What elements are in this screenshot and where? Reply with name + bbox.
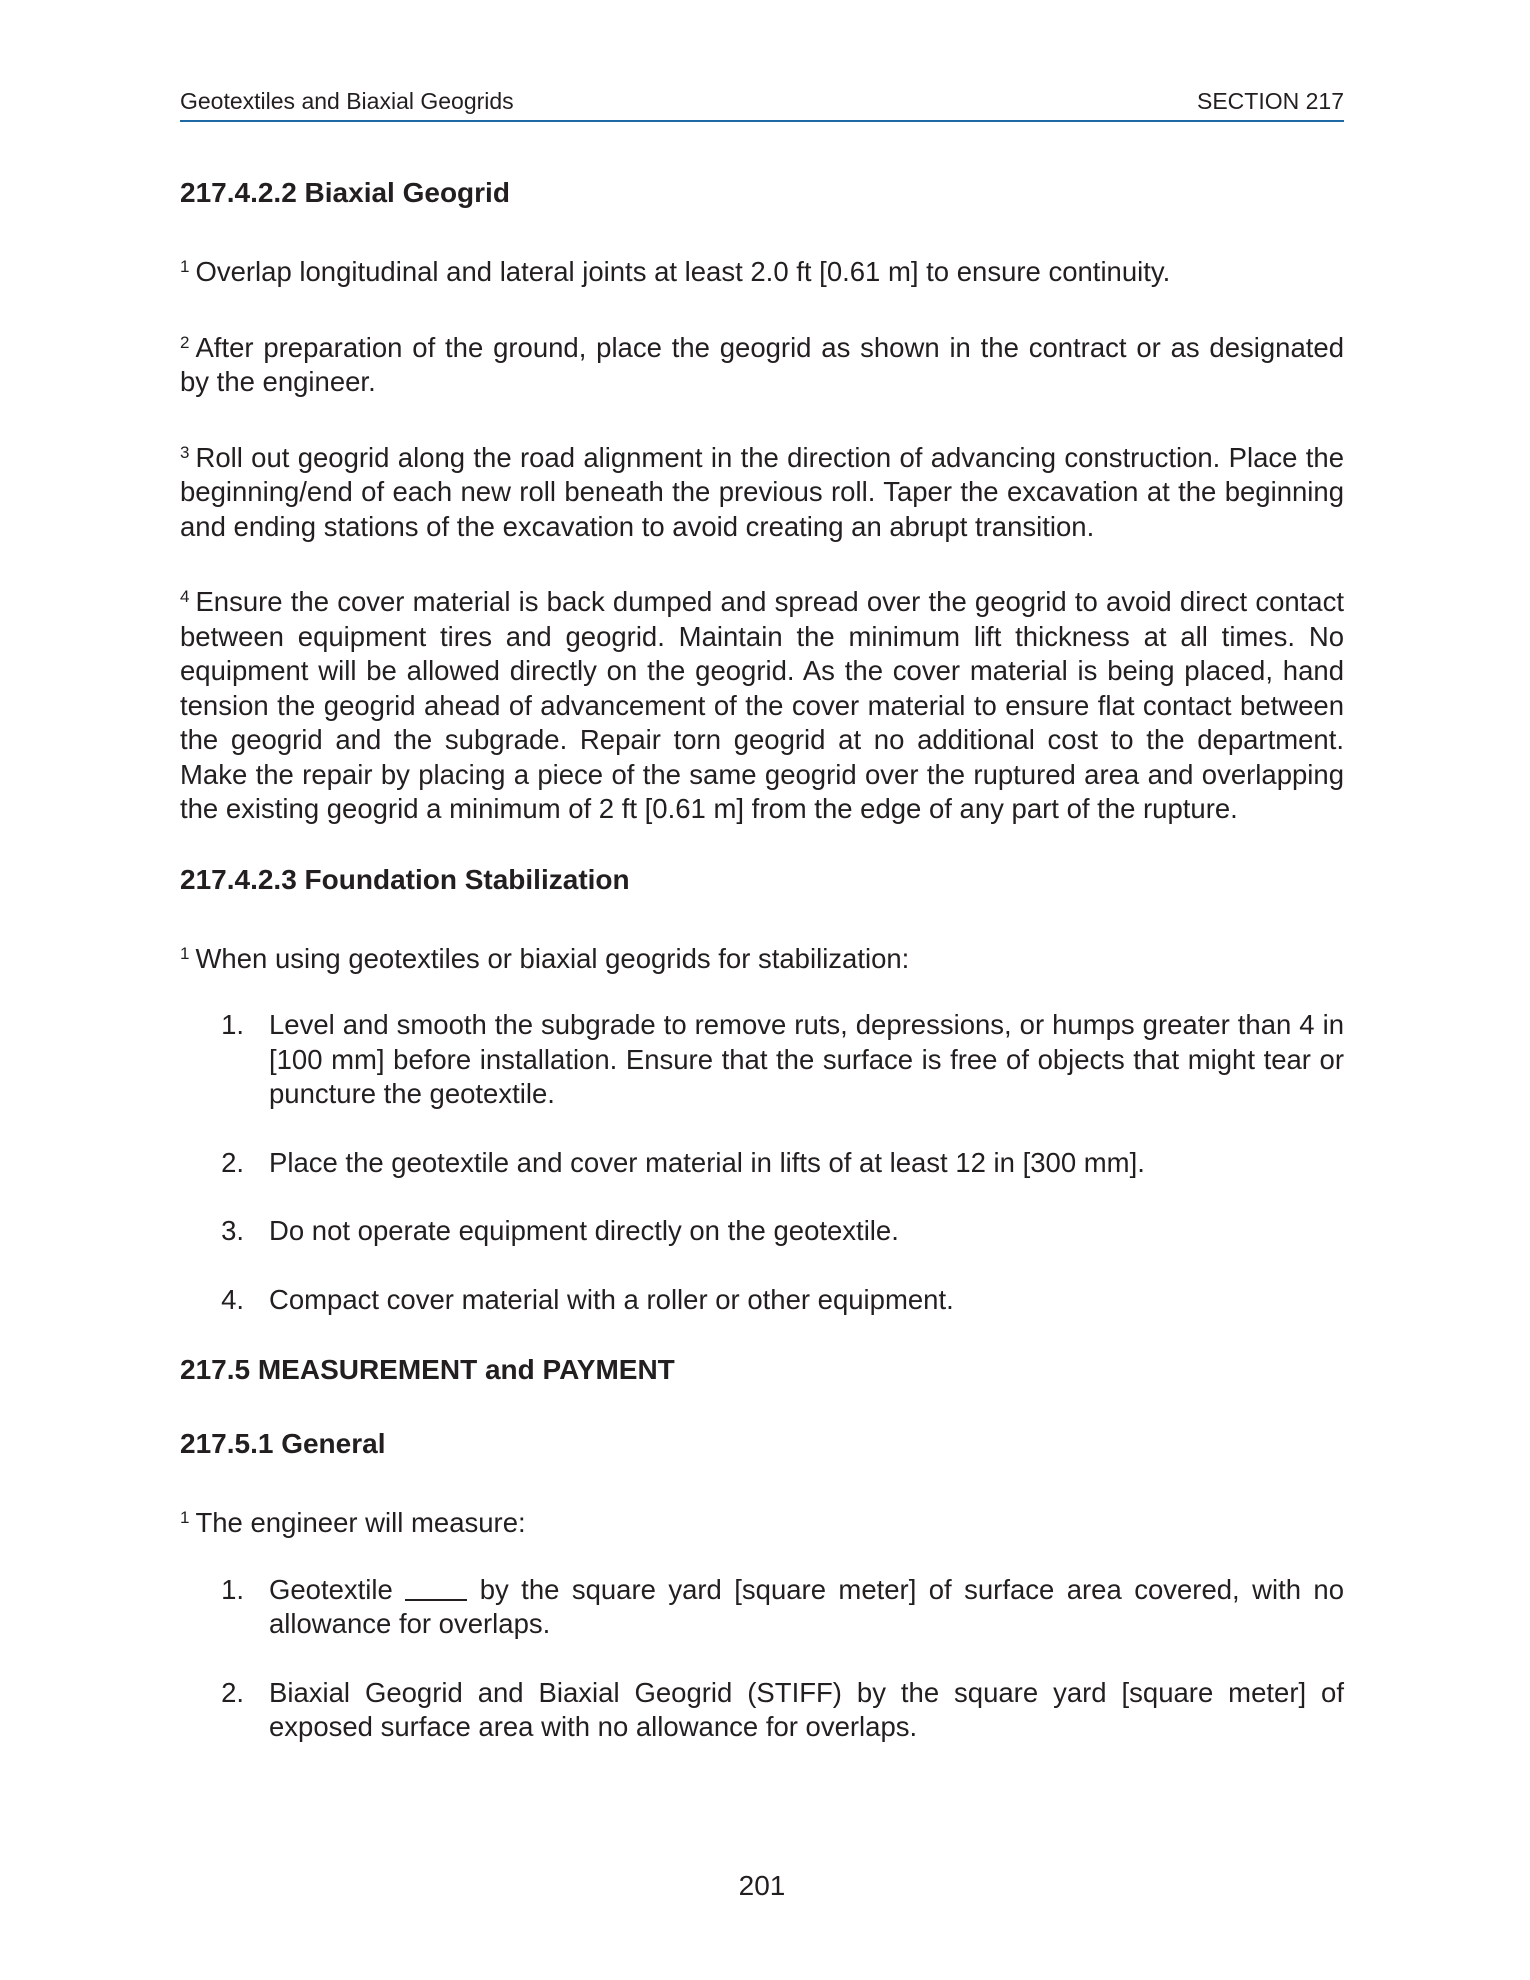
running-header [180, 88, 1344, 122]
list-item [180, 1283, 1344, 1318]
list-item-text: Do not operate equipment directly on the geotextile. [269, 1215, 899, 1246]
paragraph [180, 1501, 1344, 1541]
list-item [180, 1573, 1344, 1642]
paragraph [180, 326, 1344, 400]
paragraph-number: 4 [180, 587, 190, 606]
page-number: 201 [738, 1870, 786, 1901]
paragraph-text: The engineer will measure: [195, 1507, 526, 1538]
paragraph-text: Overlap longitudinal and lateral joints at least 2.0 ft [0.61 m] to ensure continuity. [195, 256, 1171, 287]
list-marker: 3. [221, 1215, 244, 1246]
list-item-text: Level and smooth the subgrade to remove ruts, depressions, or humps greater than 4 in [100 mm] before installation. Ensure that the surface is free of objects that might tear or puncture the geotextile. [269, 1009, 1344, 1109]
heading-217-5: 217.5 MEASUREMENT and PAYMENT [180, 1354, 675, 1385]
list-item [180, 1214, 1344, 1249]
header-section: SECTION 217 [1197, 88, 1344, 114]
list-marker: 1. [221, 1009, 244, 1040]
list-item [180, 1676, 1344, 1745]
list-marker: 1. [221, 1573, 244, 1605]
list-item-text: Compact cover material with a roller or other equipment. [269, 1283, 954, 1315]
paragraph-text: Ensure the cover material is back dumped and spread over the geogrid to avoid direct contact between equipment tires and geogrid. Maintain the minimum lift thickness at all times. No equipment will be allowed directly on the geogrid. As the cover material is being placed, hand tension the geogrid ahead of advancement of the cover material to ensure flat contact between the geogrid and the subgrade. Repair torn geogrid at no additional cost to the department. Make the repair by placing a piece of the same geogrid over the ruptured area and overlapping the existing geogrid a minimum of 2 ft [0.61 m] from the edge of any part of the rupture. [180, 586, 1344, 824]
heading-217-4-2-3: 217.4.2.3 Foundation Stabilization [180, 863, 630, 895]
list-marker: 2. [221, 1146, 244, 1178]
list-item-text: Biaxial Geogrid and Biaxial Geogrid (STIFF) by the square yard [square meter] of exposed surface area with no allowance for overlaps. [269, 1676, 1344, 1742]
paragraph [180, 937, 1344, 977]
paragraph [180, 580, 1344, 827]
paragraph-number: 3 [180, 442, 190, 462]
paragraph-text: Roll out geogrid along the road alignment in the direction of advancing construction. Place the beginning/end of each new roll beneath the previous roll. Taper the excavation at the beginning and ending stations of the excavation to avoid creating an abrupt transition. [180, 441, 1344, 542]
heading-217-5-1: 217.5.1 General [180, 1428, 386, 1459]
list-item-text [269, 1573, 1344, 1642]
fill-in-blank [405, 1575, 467, 1601]
document-page [180, 0, 1344, 1980]
list-marker: 2. [221, 1676, 244, 1708]
paragraph [180, 250, 1344, 290]
header-title: Geotextiles and Biaxial Geogrids [180, 88, 514, 114]
measurement-list [180, 1573, 1344, 1745]
paragraph-number: 1 [180, 943, 190, 963]
list-item-text-part: by the square yard [square meter] of surface area covered, with no allowance for overlaps. [269, 1573, 1345, 1639]
paragraph [180, 436, 1344, 545]
stabilization-list [180, 1008, 1344, 1317]
paragraph-number: 1 [180, 1508, 190, 1527]
heading-217-4-2-2: 217.4.2.2 Biaxial Geogrid [180, 177, 510, 208]
paragraph-text: After preparation of the ground, place the geogrid as shown in the contract or as designated by the engineer. [180, 331, 1344, 397]
paragraph-number: 1 [180, 257, 190, 276]
list-item-text: Place the geotextile and cover material in lifts of at least 12 in [300 mm]. [269, 1146, 1145, 1178]
list-item [180, 1146, 1344, 1181]
paragraph-text: When using geotextiles or biaxial geogrids for stabilization: [195, 942, 910, 974]
page-content [180, 176, 1344, 1781]
list-marker: 4. [221, 1283, 244, 1315]
paragraph-number: 2 [180, 332, 190, 352]
list-item-text-part: Geotextile [269, 1573, 393, 1605]
list-item [180, 1008, 1344, 1112]
